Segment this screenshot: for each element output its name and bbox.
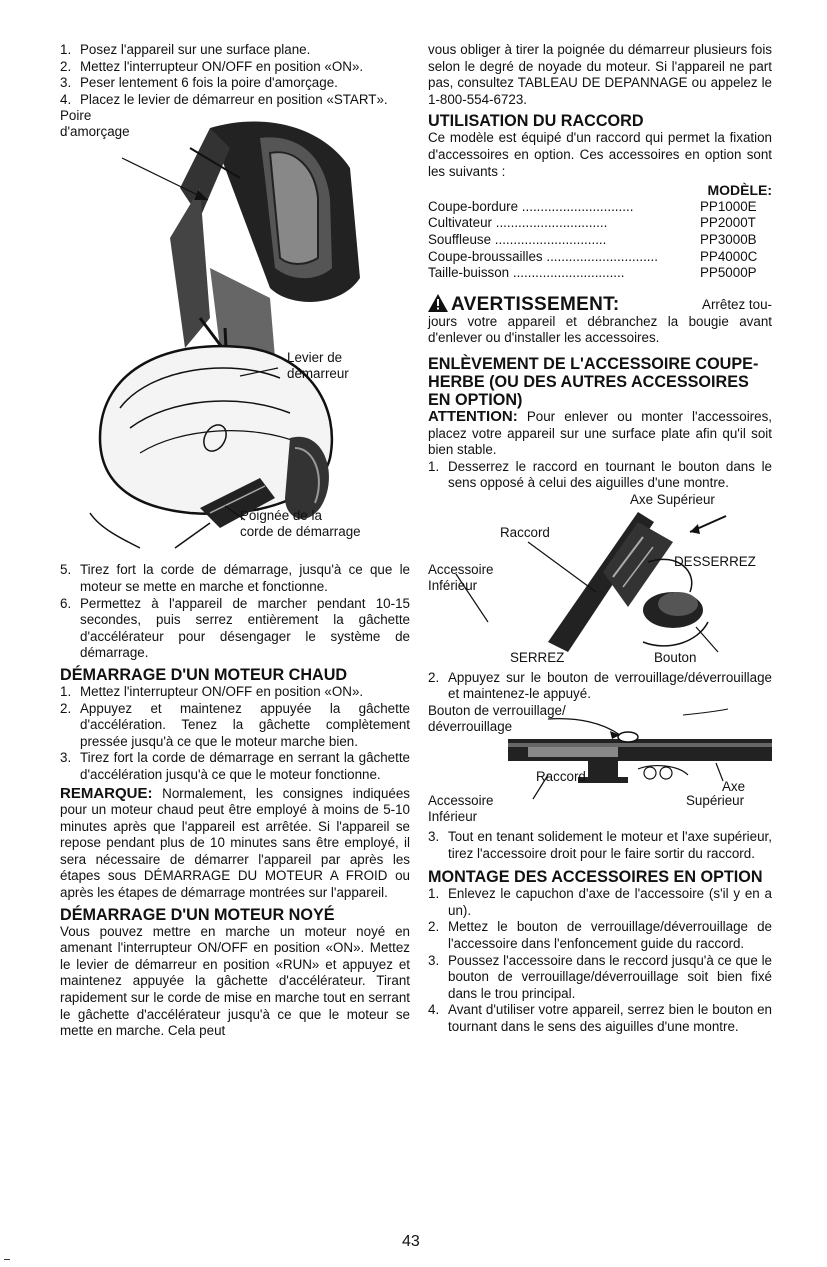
- lower-attachment-label-2: Inférieur: [428, 577, 478, 593]
- flooded-start-continued: vous obliger à tirer la poignée du démarreur plusieurs fois selon le degré de noyade du moteur. Si l'appareil ne part pas, consultez TABLEAU DE DEPANNAGE ou appelez le 1-800-554-6723.: [428, 42, 772, 107]
- mounting-heading: MONTAGE DES ACCESSOIRES EN OPTION: [428, 868, 763, 887]
- starter-handle-label: Poignée de la: [240, 508, 322, 524]
- warning-block: [428, 294, 772, 347]
- primer-bulb-label: Poire: [60, 108, 92, 124]
- list-item: 6. Permettez à l'appareil de marcher pendant 10-15 secondes, puis serrez entièrement la gâchette d'accélérateur pour désengager le système de démarrage.: [60, 595, 410, 661]
- release-button-label-2: déverrouillage: [428, 719, 513, 735]
- list-item: 3. Poussez l'accessoire dans le reccord jusqu'à ce que le bouton de verrouillage/déverrouillage soit bien fixé dans le trou principal.: [428, 952, 772, 1001]
- table-row: [428, 215, 772, 232]
- attention-paragraph: [428, 409, 772, 459]
- model-name: Cultivateur ..............................: [428, 215, 608, 231]
- coupling-loosen-figure: [428, 492, 772, 664]
- warning-text-1: Arrêtez tou-: [702, 297, 772, 313]
- models-table: [428, 182, 772, 282]
- remark-paragraph: [60, 786, 410, 902]
- mounting-steps: [428, 886, 772, 1035]
- lower-attachment-label: Accessoire: [428, 561, 494, 577]
- hot-start-steps: [60, 684, 410, 784]
- steps-top: [60, 42, 410, 108]
- right-column: [428, 42, 772, 1036]
- knob-label: Bouton: [654, 649, 697, 665]
- list-item: 4. Avant d'utiliser votre appareil, serrez bien le bouton en tournant dans le sens des aiguilles d'une montre.: [428, 1002, 772, 1034]
- table-row: [428, 232, 772, 249]
- starter-handle-label-2: corde de démarrage: [240, 524, 361, 540]
- flooded-start-text: Vous pouvez mettre en marche un moteur noyé en amenant l'interrupteur ON/OFF en position «ON». Mettez le levier de démarreur en position «RUN» et appuyez et maintenez appuyée la gâchette d'accélérateur. Tirant rapidement sur le corde de mise en marche tout en serrant le gâchette d'accélérateur jusqu'à ce que le moteur se mette en marche. Cela peut: [60, 923, 410, 1039]
- model-code: PP3000B: [700, 231, 757, 247]
- lower-attachment-label-3: Accessoire: [428, 793, 494, 809]
- table-row: [428, 249, 772, 266]
- model-name: Souffleuse ..............................: [428, 231, 607, 247]
- engine-start-figure: [60, 108, 410, 556]
- warning-icon: [428, 294, 448, 312]
- model-code: PP5000P: [700, 265, 757, 281]
- loosen-label: DESSERREZ: [674, 553, 756, 569]
- corner-mark: [4, 1259, 10, 1260]
- release-button-label: Bouton de verrouillage/: [428, 703, 566, 719]
- list-item: 2. Mettez l'interrupteur ON/OFF en position «ON».: [60, 58, 364, 74]
- warning-text-2: jours votre appareil et débranchez la bougie avant d'enlever ou d'installer les accessoires.: [428, 313, 772, 346]
- flooded-start-heading: DÉMARRAGE D'UN MOTEUR NOYÉ: [60, 905, 335, 924]
- removal-heading: ENLÈVEMENT DE L'ACCESSOIRE COUPE-HERBE (OU DES AUTRES ACCESSOIRES EN OPTION): [428, 354, 759, 409]
- upper-shaft-label-3: Supérieur: [686, 793, 745, 809]
- left-column: [60, 42, 410, 1040]
- list-item: 1. Desserrez le raccord en tournant le bouton dans le sens opposé à celui des aiguilles d'une montre.: [428, 458, 772, 491]
- coupling-text: Ce modèle est équipé d'un raccord qui permet la fixation d'accessoires en option. Ces accessoires en option sont les suivants :: [428, 130, 772, 179]
- coupler-label-2: Raccord: [536, 769, 586, 785]
- list-item: 4. Placez le levier de démarreur en position «START».: [60, 91, 388, 107]
- model-code: PP1000E: [700, 198, 757, 214]
- model-code: PP2000T: [700, 215, 756, 231]
- release-button-figure: [428, 703, 772, 825]
- upper-shaft-label-2: Axe: [722, 779, 746, 795]
- model-name: Coupe-bordure ..............................: [428, 198, 634, 214]
- list-item: 1. Enlevez le capuchon d'axe de l'accessoire (s'il y en a un).: [428, 886, 772, 918]
- list-item: 5. Tirez fort la corde de démarrage, jusqu'à ce que le moteur se mette en marche et fonctionne.: [60, 562, 410, 594]
- list-item: 2. Appuyez sur le bouton de verrouillage/déverrouillage et maintenez-le appuyé.: [428, 669, 772, 702]
- list-item: 1. Mettez l'interrupteur ON/OFF en position «ON».: [60, 683, 364, 699]
- primer-bulb-label-2: d'amorçage: [60, 124, 130, 140]
- steps-mid: [60, 562, 410, 662]
- remark-text: Normalement, les consignes indiquées pour un moteur chaud peut être employé à moins de 5-10 minutes après que l'appareil est arrêtée. Si l'appareil se repose pendant plus de 10 minutes sans être employé, il sera nécessaire de démarrer l'appareil par après les étapes sous DÉMARRAGE DU MOTEUR A FROID ou après les étapes de démarrage montrées sur l'appareil.: [60, 785, 410, 901]
- tighten-label: SERREZ: [510, 649, 565, 665]
- model-code: PP4000C: [700, 248, 758, 264]
- table-row: [428, 199, 772, 216]
- warning-title: AVERTISSEMENT:: [451, 294, 620, 316]
- list-item: 2. Appuyez et maintenez appuyée la gâchette d'accélération. Tenez la gâchette complètement pressée jusqu'à ce que le moteur marche bien.: [60, 700, 410, 749]
- hot-start-heading: DÉMARRAGE D'UN MOTEUR CHAUD: [60, 665, 348, 684]
- model-name: Taille-buisson ..............................: [428, 265, 625, 281]
- coupler-label: Raccord: [500, 524, 550, 540]
- lower-attachment-label-4: Inférieur: [428, 809, 478, 825]
- table-row: [428, 265, 772, 282]
- starter-lever-label-2: démarreur: [287, 366, 349, 382]
- list-item: 3. Peser lentement 6 fois la poire d'amorçage.: [60, 75, 338, 91]
- upper-shaft-label: Axe Supérieur: [630, 491, 715, 507]
- attention-text: Pour enlever ou monter l'accessoires, placez votre appareil sur une surface plate afin qu'il soit bien stable.: [428, 408, 772, 458]
- engine-illustration: [60, 108, 410, 556]
- attention-lead: ATTENTION:: [428, 407, 518, 425]
- page-number: 43: [402, 1233, 420, 1250]
- remark-lead: REMARQUE:: [60, 784, 153, 802]
- model-header: MODÈLE:: [707, 182, 772, 199]
- starter-lever-label: Levier de: [287, 350, 343, 366]
- list-item: 3. Tout en tenant solidement le moteur et l'axe supérieur, tirez l'accessoire droit pour le faire sortir du raccord.: [428, 829, 772, 861]
- list-item: 3. Tirez fort la corde de démarrage en serrant la gâchette d'accélération jusqu'à ce que le moteur fonctionne.: [60, 750, 410, 782]
- coupling-illustration: [428, 492, 772, 664]
- list-item: 1. Posez l'appareil sur une surface plane.: [60, 42, 311, 57]
- coupling-heading: UTILISATION DU RACCORD: [428, 112, 644, 131]
- model-name: Coupe-broussailles ..............................: [428, 248, 658, 264]
- list-item: 2. Mettez le bouton de verrouillage/déverrouillage de l'accessoire dans l'enfoncement guide du raccord.: [428, 919, 772, 952]
